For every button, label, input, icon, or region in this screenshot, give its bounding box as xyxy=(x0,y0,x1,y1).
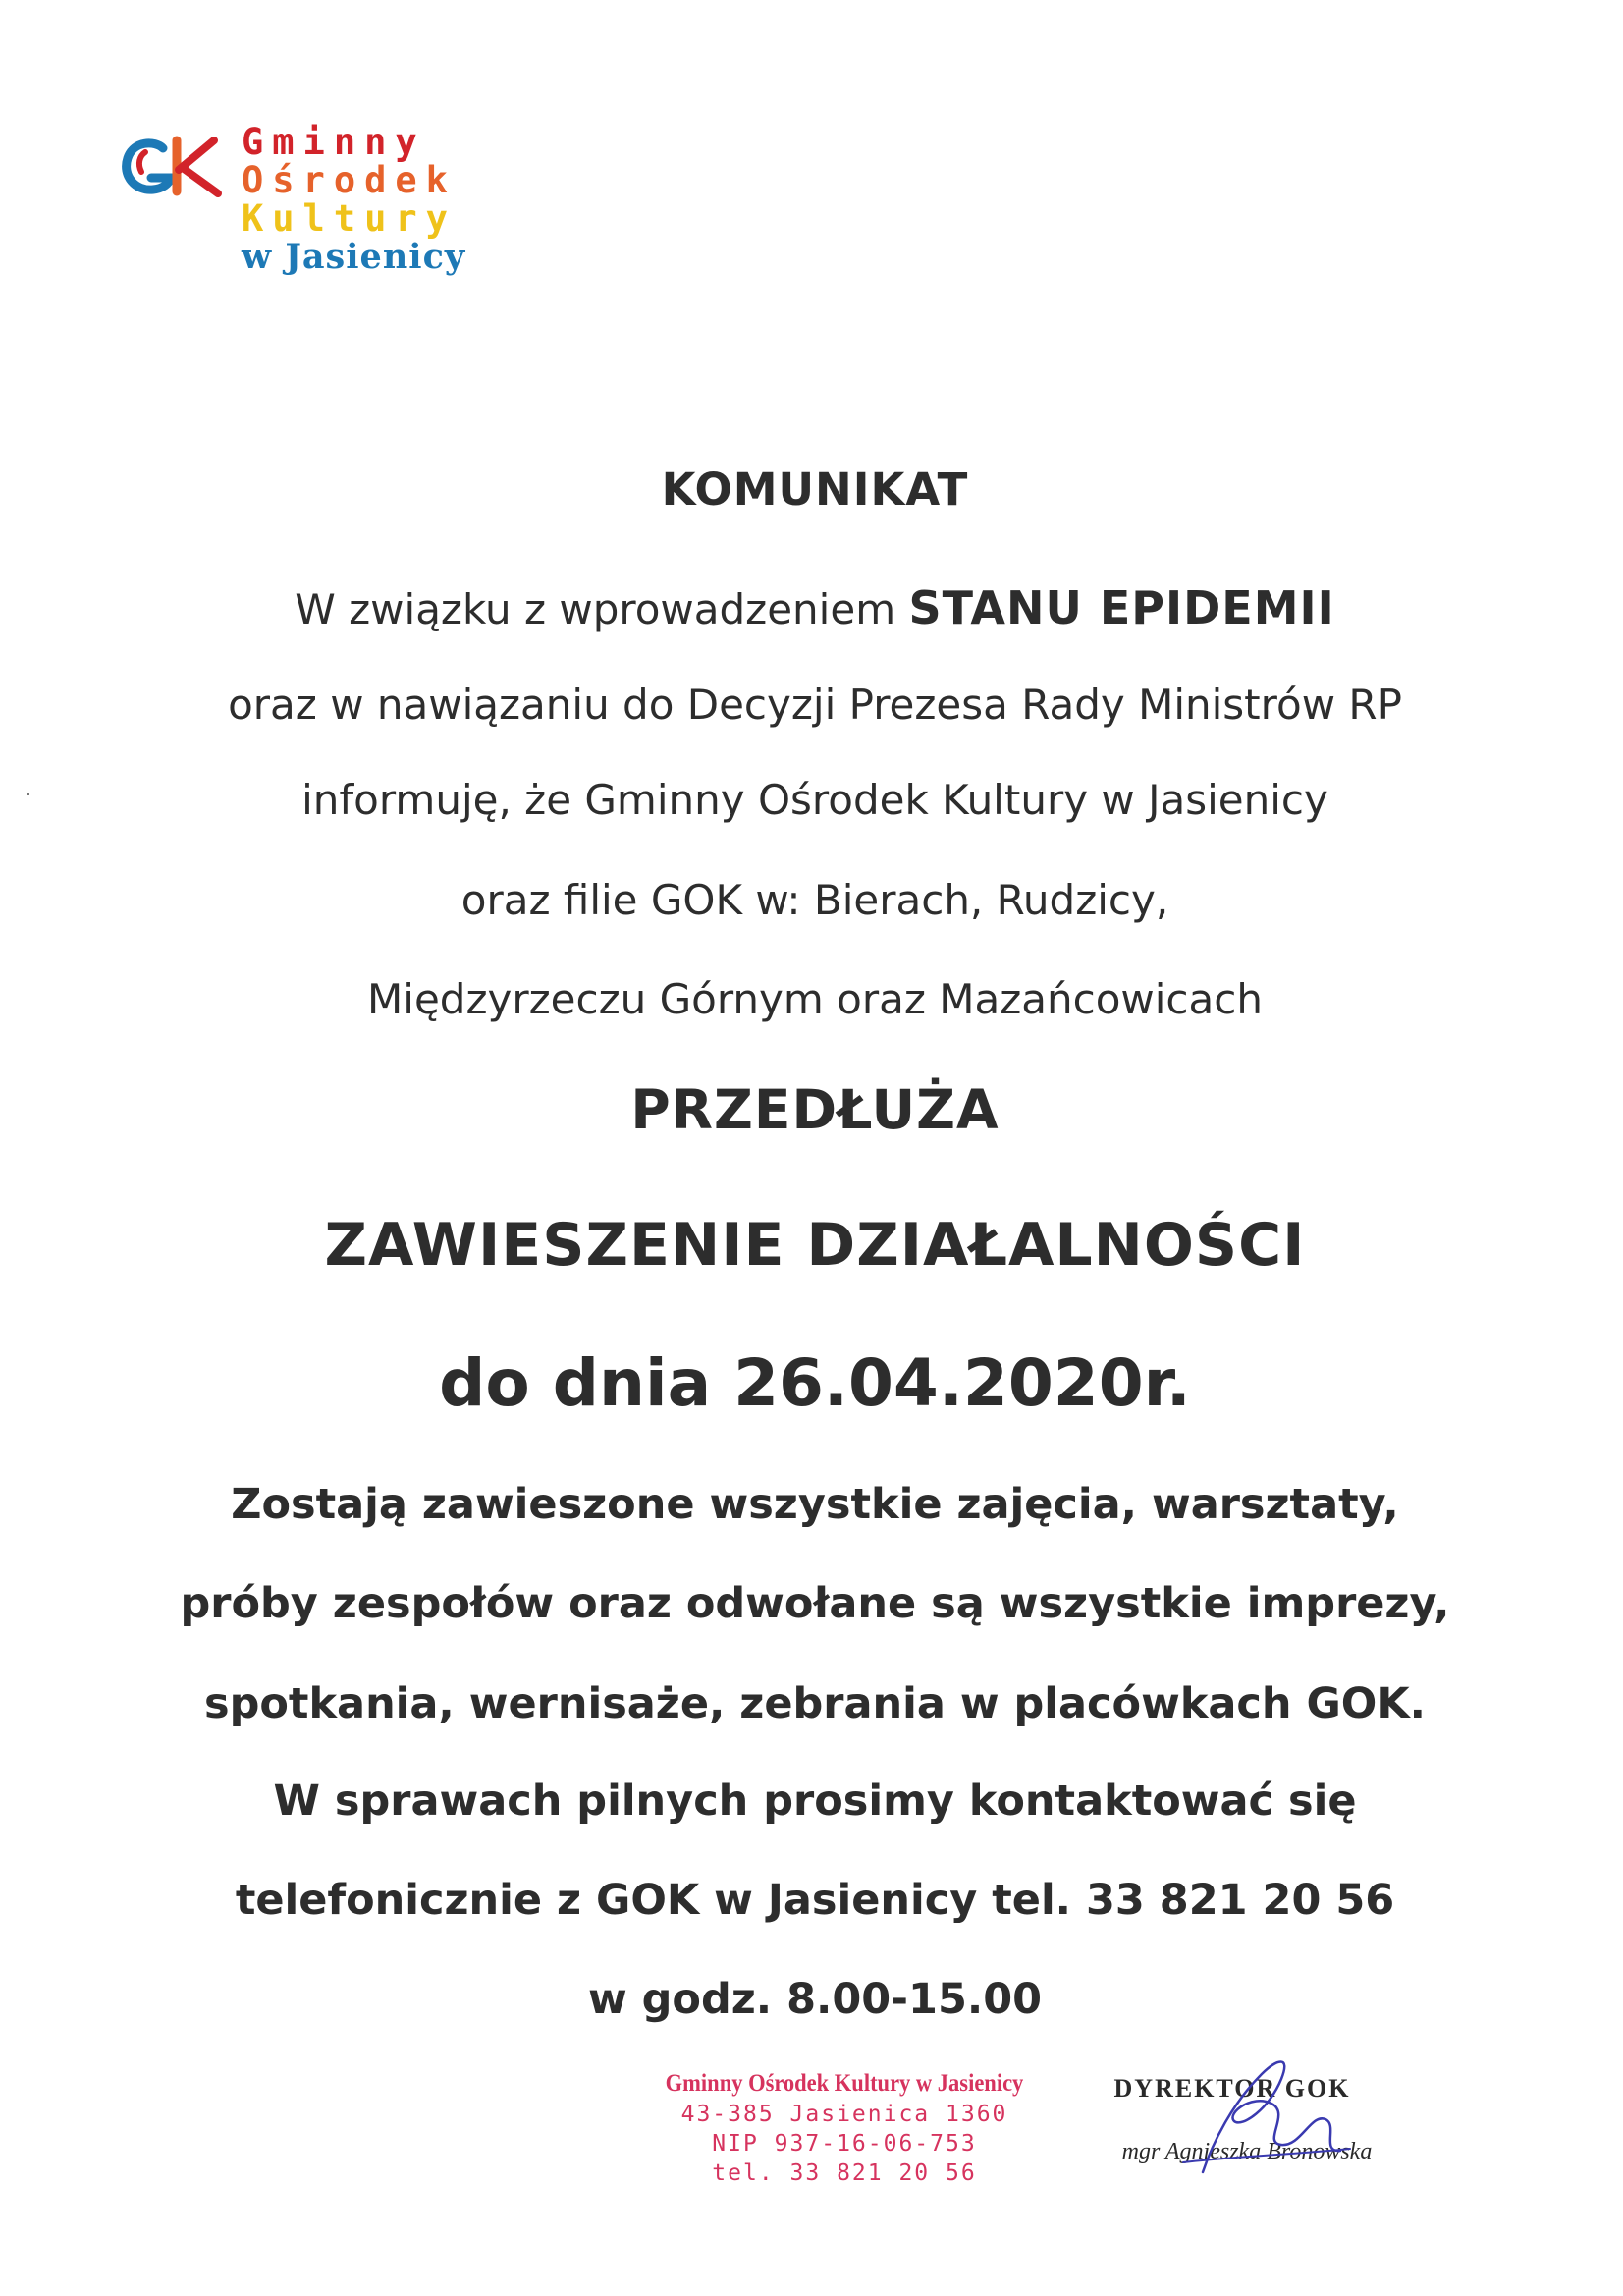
gok-logo-mark-icon xyxy=(116,131,234,209)
signature-name: mgr Agnieszka Bronowska xyxy=(1121,2139,1373,2164)
handwritten-signature-icon xyxy=(1144,2035,1360,2182)
notice-extends: PRZEDŁUŻA xyxy=(630,1078,1000,1141)
notice-line-8: spotkania, wernisaże, zebrania w placówkach GOK. xyxy=(203,1679,1427,1728)
stamp-name: Gminny Ośrodek Kultury w Jasienicy xyxy=(665,2070,1024,2097)
notice-line-10: telefonicznie z GOK w Jasienicy tel. 33 821 20 56 xyxy=(235,1876,1395,1925)
notice-until-date: do dnia 26.04.2020r. xyxy=(439,1345,1191,1421)
signature-role: DYREKTOR GOK xyxy=(1113,2074,1351,2103)
logo-line-w-jasienicy: w Jasienicy xyxy=(242,237,466,277)
stamp-tel: tel. 33 821 20 56 xyxy=(712,2160,977,2186)
notice-line-9: W sprawach pilnych prosimy kontaktować się xyxy=(273,1777,1357,1826)
notice-suspension: ZAWIESZENIE DZIAŁALNOŚCI xyxy=(324,1211,1306,1280)
scan-speck xyxy=(27,793,29,795)
notice-line-1-text: W związku z wprowadzeniem xyxy=(295,585,909,633)
institution-stamp xyxy=(628,2068,1060,2188)
stamp-nip: NIP 937-16-06-753 xyxy=(712,2131,977,2157)
logo-line-gminny: Gminny xyxy=(242,121,426,163)
notice-line-11: w godz. 8.00-15.00 xyxy=(587,1975,1043,2024)
notice-line-2: oraz w nawiązaniu do Decyzji Prezesa Rady Ministrów RP xyxy=(228,681,1402,729)
notice-line-1 xyxy=(59,581,1571,634)
gok-logo xyxy=(116,123,509,290)
notice-line-1-emphasis: STANU EPIDEMII xyxy=(908,581,1335,634)
logo-line-kultury: Kultury xyxy=(242,197,457,240)
notice-line-7: próby zespołów oraz odwołane są wszystkie imprezy, xyxy=(180,1579,1450,1628)
notice-line-6: Zostają zawieszone wszystkie zajęcia, warsztaty, xyxy=(231,1480,1399,1529)
logo-line-osrodek: Ośrodek xyxy=(242,159,457,201)
notice-line-3: informuję, że Gminny Ośrodek Kultury w Jasienicy xyxy=(301,776,1328,824)
notice-heading: KOMUNIKAT xyxy=(661,464,969,516)
notice-line-5: Międzyrzeczu Górnym oraz Mazańcowicach xyxy=(367,975,1263,1023)
logo-wordmark xyxy=(242,123,465,276)
stamp-address: 43-385 Jasienica 1360 xyxy=(680,2102,1008,2127)
notice-line-4: oraz filie GOK w: Bierach, Rudzicy, xyxy=(460,876,1169,924)
director-signature-block xyxy=(1085,2074,1399,2182)
